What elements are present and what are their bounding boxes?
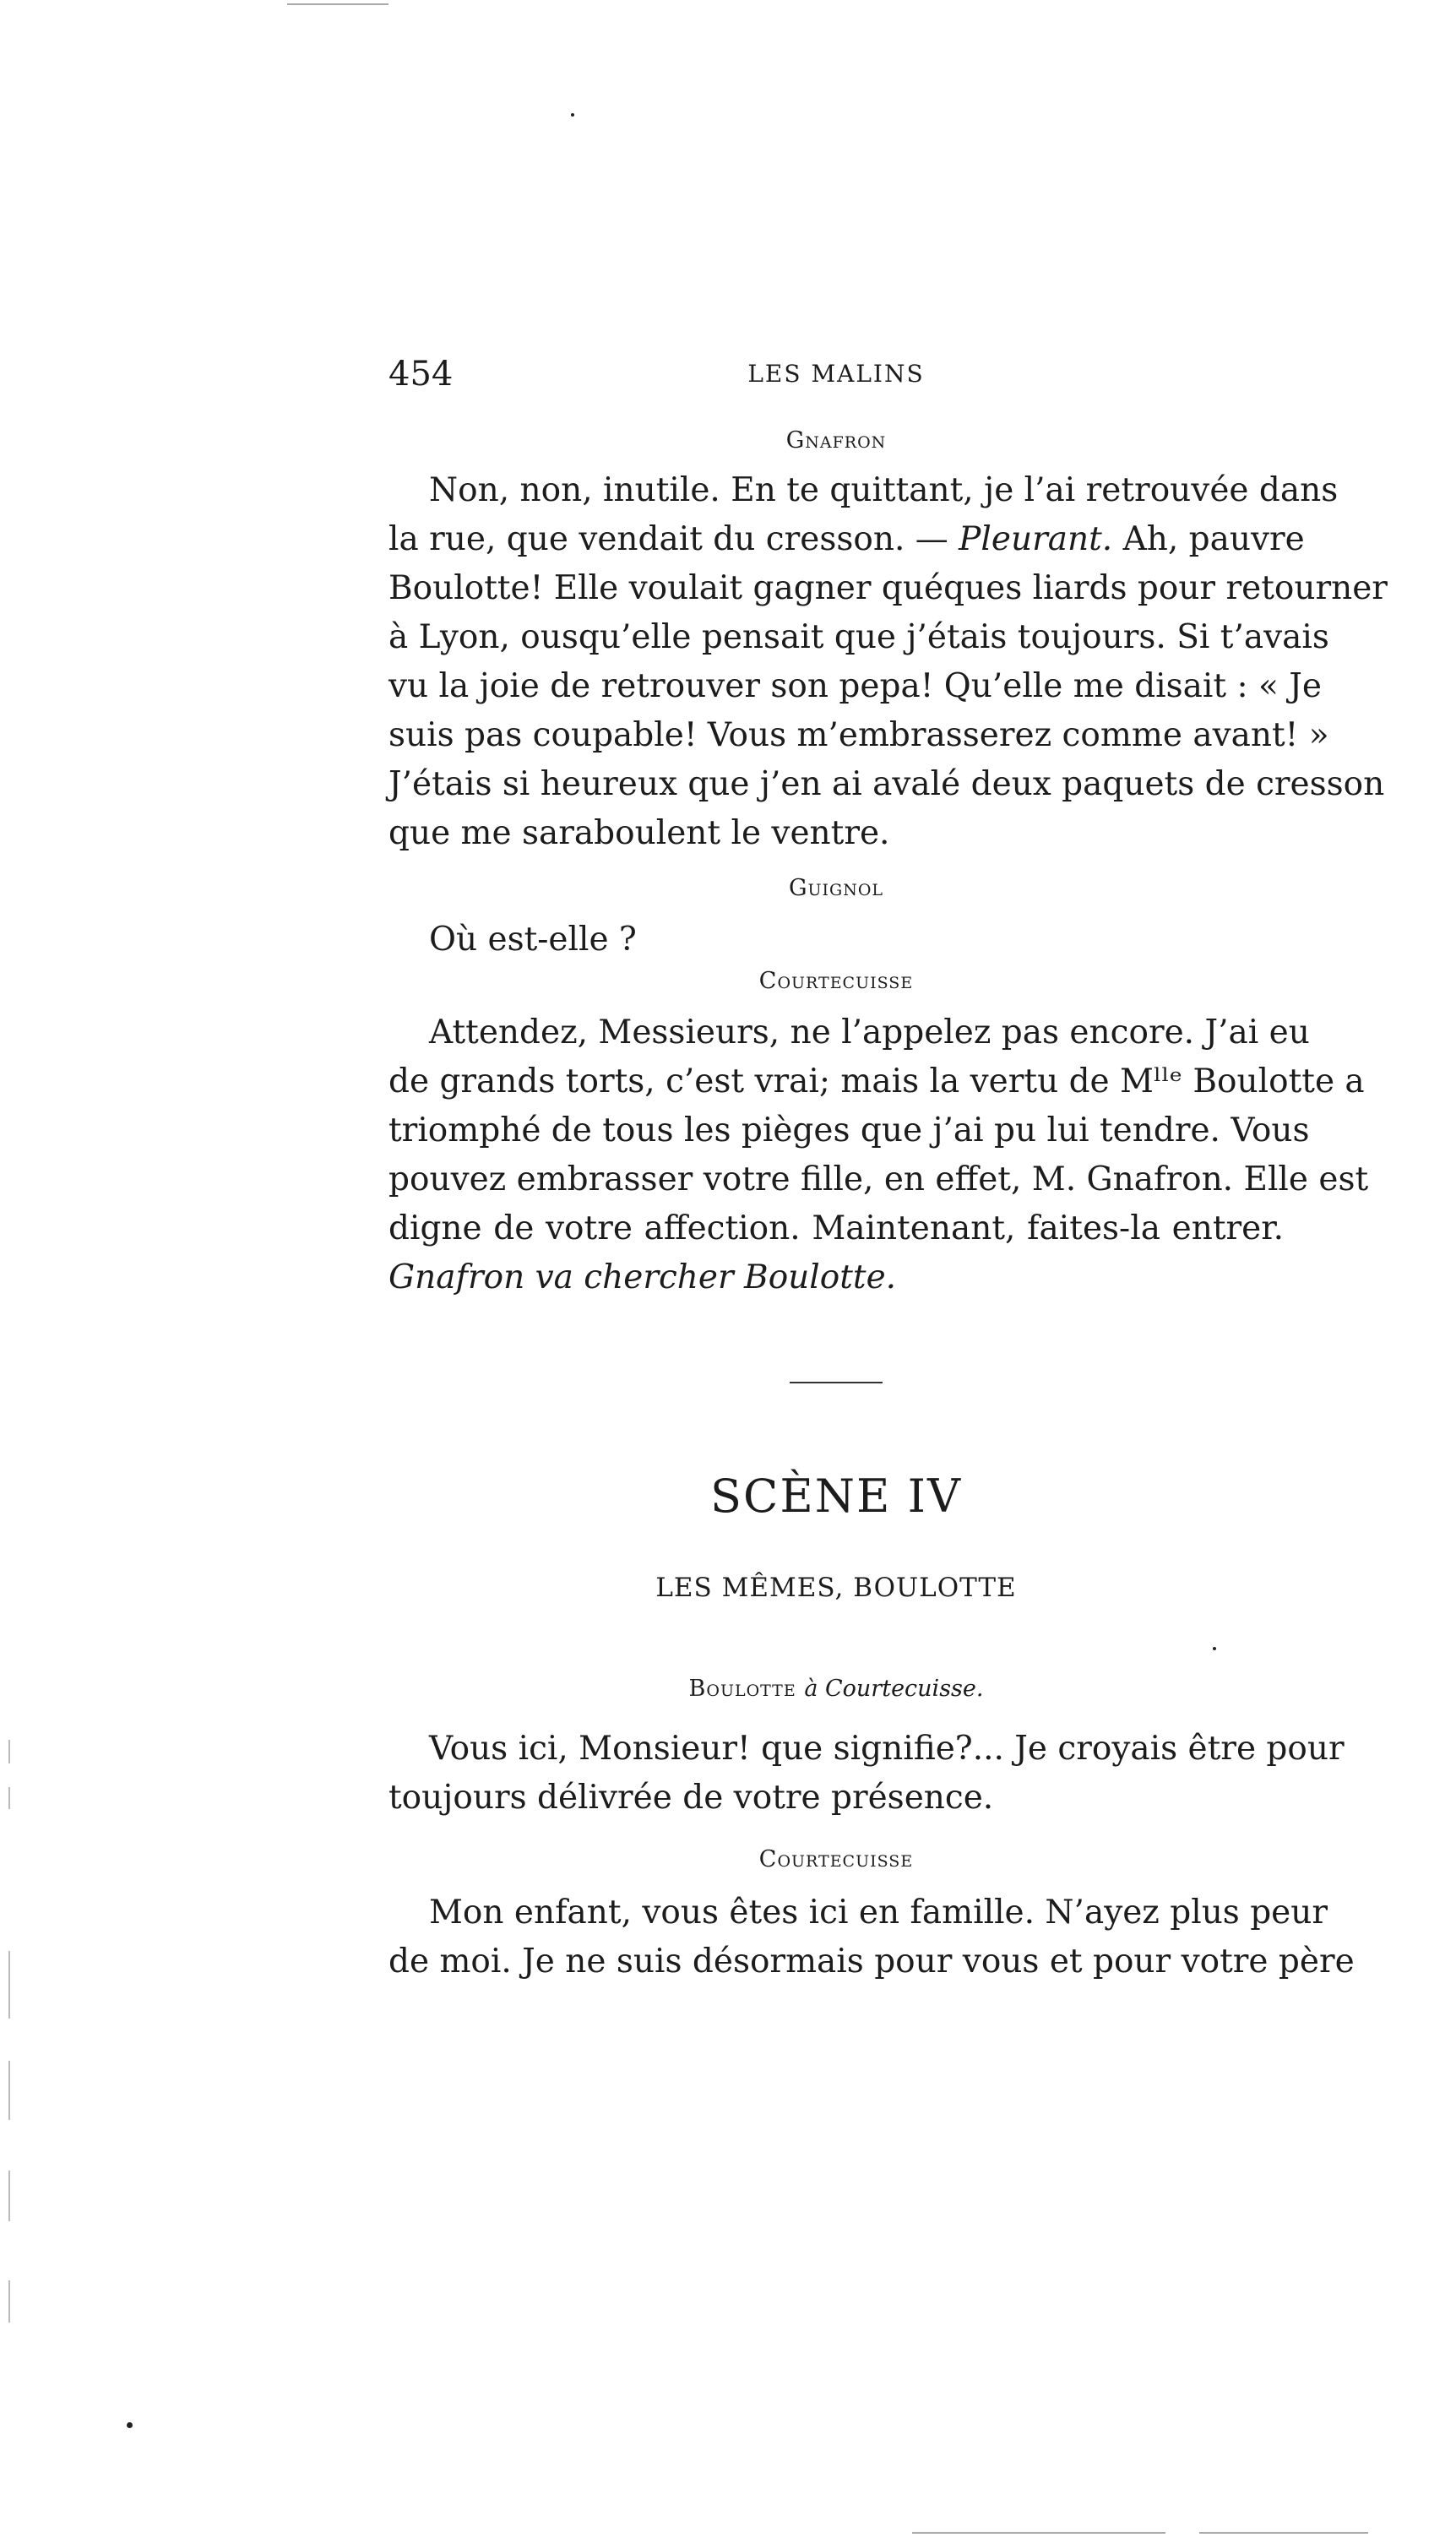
speaker-name [388,1676,1284,1702]
dialogue-line: vu la joie de retrouver son pepa! Qu’elle me disait : « Je [388,667,1322,705]
speaker-name-text: Boulotte [688,1676,796,1702]
scan-edge-mark [8,2280,10,2323]
stage-direction: Gnafron va chercher Boulotte. [388,1258,897,1296]
dialogue-block [388,1725,1345,1823]
scene-cast: LES MÊMES, BOULOTTE [655,1573,1017,1603]
dialogue-line: que me saraboulent le ventre. [388,814,890,852]
running-title: LES MALINS [747,360,925,388]
dialogue-line-end: Ah, pauvre [1112,520,1305,558]
ink-speck [571,113,574,117]
speaker-direction: à Courtecuisse. [804,1676,984,1702]
dialogue-line: J’étais si heureux que j’en ai avalé deux paquets de cresson [388,765,1385,803]
dialogue-block [388,1008,1369,1302]
dialogue-line-start: la rue, que vendait du cresson. — [388,520,959,558]
page-number: 454 [388,355,454,394]
scan-edge-mark [8,1787,10,1809]
ink-speck [1213,1647,1216,1650]
dialogue-line: Boulotte! Elle voulait gagner quéques liards pour retourner [388,569,1388,607]
scan-edge-mark [8,1951,10,2019]
dialogue-line: à Lyon, ousqu’elle pensait que j’étais toujours. Si t’avais [388,618,1329,656]
dialogue-line: Attendez, Messieurs, ne l’appelez pas encore. J’ai eu [429,1013,1310,1051]
stage-direction: Pleurant. [959,520,1113,558]
dialogue-block [388,916,1284,964]
dialogue-line: triomphé de tous les pièges que j’ai pu lui tendre. Vous [388,1111,1310,1149]
dialogue-line: digne de votre affection. Maintenant, faites-la entrer. [388,1209,1284,1247]
dialogue-line: Mon enfant, vous êtes ici en famille. N’ayez plus peur [429,1894,1328,1932]
dialogue-line: de grands torts, c’est vrai; mais la vertu de Mˡˡᵉ Boulotte a [388,1062,1365,1100]
speaker-name: Guignol [788,875,884,901]
scan-edge-mark [8,2171,10,2221]
dialogue-line: Non, non, inutile. En te quittant, je l’ai retrouvée dans [429,471,1339,509]
page-header [388,355,1284,405]
scan-edge-mark [287,3,388,5]
scene-title: SCÈNE IV [710,1470,962,1523]
scan-edge-mark [1199,2532,1368,2534]
section-divider [790,1382,883,1383]
dialogue-line: toujours délivrée de votre présence. [388,1779,994,1817]
dialogue-line: Où est-elle ? [429,921,637,959]
scan-edge-mark [8,1740,10,1763]
dialogue-block [388,466,1388,858]
scan-edge-mark [912,2532,1165,2534]
dialogue-line: de moi. Je ne suis désormais pour vous et pour votre père [388,1943,1355,1981]
dialogue-line: Vous ici, Monsieur! que signifie?... Je croyais être pour [429,1730,1345,1768]
scan-edge-mark [8,2061,10,2120]
speaker-name: Courtecuisse [758,968,914,994]
dialogue-line: suis pas coupable! Vous m’embrasserez comme avant! » [388,716,1329,754]
ink-speck [127,2422,133,2428]
dialogue-line: pouvez embrasser votre fille, en effet, M. Gnafron. Elle est [388,1160,1369,1198]
dialogue-line [388,515,1305,564]
speaker-name: Courtecuisse [758,1846,914,1872]
speaker-name: Gnafron [785,427,887,454]
dialogue-block [388,1888,1355,1986]
